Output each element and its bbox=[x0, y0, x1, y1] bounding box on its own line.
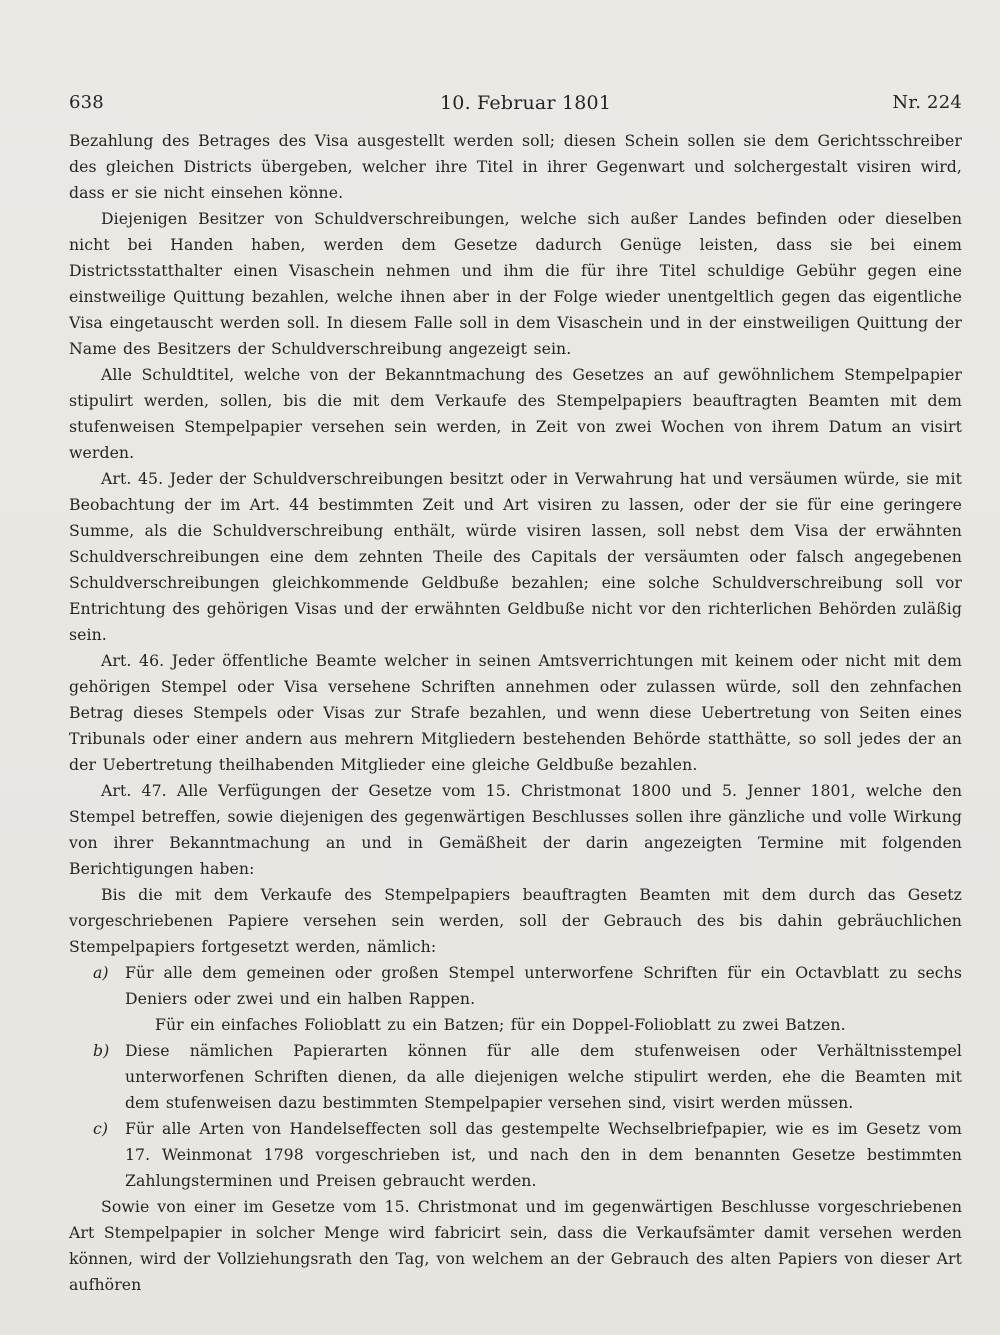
list-subnote: Für ein einfaches Folioblatt zu ein Batzen; für ein Doppel-Folioblatt zu zwei Batzen. bbox=[155, 1015, 846, 1034]
page-header bbox=[69, 92, 962, 126]
list-item-a bbox=[69, 960, 962, 1012]
list-marker: a) bbox=[93, 963, 109, 982]
list-text: Diese nämlichen Papierarten können für alle dem stufenweisen oder Verhältnisstempel unterworfenen Schriften dienen, da alle diejenigen welche stipulirt werden, ehe die Beamten mit dem stufenweisen dazu bestimmten Stempelpapier versehen sind, visirt werden müssen. bbox=[125, 1041, 962, 1112]
provision-list bbox=[69, 960, 962, 1194]
paragraph: Diejenigen Besitzer von Schuldverschreibungen, welche sich außer Landes befinden oder dieselben nicht bei Handen haben, werden dem Gesetze dadurch Genüge leisten, dass sie bei einem Districtsstatthalter einen Visaschein nehmen und ihm die für ihre Titel schuldige Gebühr gegen eine einstweilige Quittung bezahlen, welche ihnen aber in der Folge wieder unentgeltlich gegen das eigentliche Visa eingetauscht werden soll. In diesem Falle soll in dem Visaschein und in der einstweiligen Quittung der Name des Besitzers der Schuldverschreibung angezeigt sein. bbox=[69, 209, 962, 358]
list-text: Für alle Arten von Handelseffecten soll das gestempelte Wechselbriefpapier, wie es im Gesetz vom 17. Weinmonat 1798 vorgeschrieben ist, und nach den in dem benannten Gesetze bestimmten Zahlungsterminen und Preisen gebraucht werden. bbox=[125, 1119, 962, 1190]
article-45: Art. 45. Jeder der Schuldverschreibungen besitzt oder in Verwahrung hat und versäumen würde, sie mit Beobachtung der im Art. 44 bestimmten Zeit und Art visiren zu lassen, oder der sie für eine geringere Summe, als die Schuldverschreibung enthält, würde visiren lassen, soll nebst dem Visa der erwähnten Schuldverschreibungen eine dem zehnten Theile des Capitals der versäumten oder falsch angegebenen Schuldverschreibungen gleichkommende Geldbuße bezahlen; eine solche Schuldverschreibung soll vor Entrichtung des gehörigen Visas und der erwähnten Geldbuße nicht vor den richterlichen Behörden zuläßig sein. bbox=[69, 469, 962, 644]
article-47: Art. 47. Alle Verfügungen der Gesetze vom 15. Christmonat 1800 und 5. Jenner 1801, welche den Stempel betreffen, sowie diejenigen des gegenwärtigen Beschlusses sollen ihre gänzliche und volle Wirkung von ihrer Bekanntmachung an und in Gemäßheit der darin angezeigten Termine mit folgenden Berichtigungen haben: bbox=[69, 781, 962, 878]
list-marker: b) bbox=[93, 1041, 110, 1060]
issue-number: Nr. 224 bbox=[892, 92, 962, 113]
page-bottom-space bbox=[69, 1298, 962, 1308]
article-46: Art. 46. Jeder öffentliche Beamte welcher in seinen Amtsverrichtungen mit keinem oder nicht mit dem gehörigen Stempel oder Visa versehene Schriften annehmen oder zulassen würde, soll den zehnfachen Betrag dieses Stempels oder Visas zur Strafe bezahlen, und wenn diese Uebertretung von Seiten eines Tribunals oder einer andern aus mehrern Mitgliedern bestehenden Behörde statthätte, so soll jedes der an der Uebertretung theilhabenden Mitglieder eine gleiche Geldbuße bezahlen. bbox=[69, 651, 962, 774]
header-date: 10. Februar 1801 bbox=[440, 92, 612, 114]
document-text bbox=[69, 128, 962, 1308]
list-item-b bbox=[69, 1038, 962, 1116]
list-item-c bbox=[69, 1116, 962, 1194]
paragraph: Bezahlung des Betrages des Visa ausgestellt werden soll; diesen Schein sollen sie dem Gerichtsschreiber des gleichen Districts übergeben, welcher ihre Titel in ihrer Gegenwart und solchergestalt visiren wird, dass er sie nicht einsehen könne. bbox=[69, 131, 962, 202]
list-marker: c) bbox=[93, 1119, 109, 1138]
paragraph: Alle Schuldtitel, welche von der Bekanntmachung des Gesetzes an auf gewöhnlichem Stempelpapier stipulirt werden, sollen, bis die mit dem Verkaufe des Stempelpapiers beauftragten Beamten mit dem stufenweisen Stempelpapier versehen sein werden, in Zeit von zwei Wochen von ihrem Datum an visirt werden. bbox=[69, 365, 962, 462]
page-number: 638 bbox=[69, 92, 104, 113]
list-text: Für alle dem gemeinen oder großen Stempel unterworfene Schriften für ein Octavblatt zu sechs Deniers oder zwei und ein halben Rappen. bbox=[125, 963, 962, 1008]
paragraph: Bis die mit dem Verkaufe des Stempelpapiers beauftragten Beamten mit dem durch das Gesetz vorgeschriebenen Papiere versehen sein werden, soll der Gebrauch des bis dahin gebräuchlichen Stempelpapiers fortgesetzt werden, nämlich: bbox=[69, 885, 962, 956]
final-paragraph: Sowie von einer im Gesetze vom 15. Christmonat und im gegenwärtigen Beschlusse vorgeschriebenen Art Stempelpapier in solcher Menge wird fabricirt sein, dass die Verkaufsämter damit versehen werden können, wird der Vollziehungsrath den Tag, von welchem an der Gebrauch des alten Papiers von dieser Art aufhören bbox=[69, 1197, 962, 1294]
